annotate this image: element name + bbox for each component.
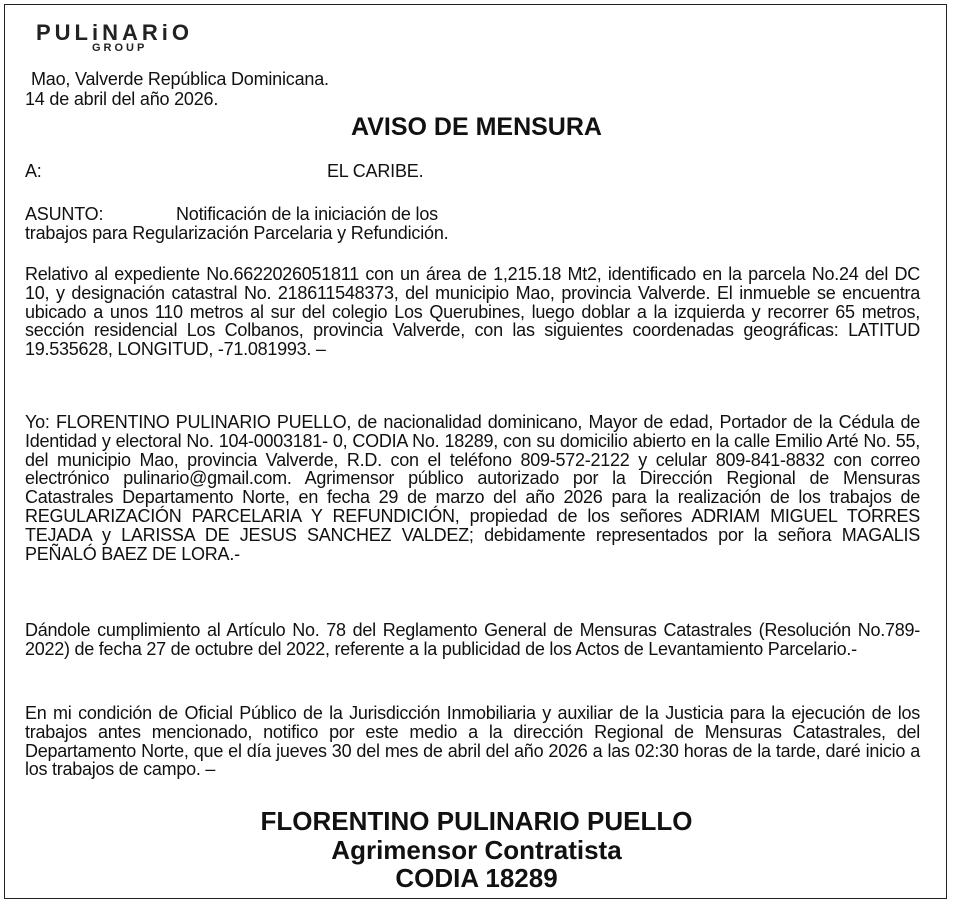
location-line: Mao, Valverde República Dominicana. [31,69,329,89]
company-logo [36,22,236,58]
subject-label: ASUNTO: [25,204,104,224]
subject-line-1: Notificación de la iniciación de los [176,204,438,224]
paragraph-property: Relativo al expediente No.6622026051811 con un área de 1,215.18 Mt2, identificado en la parcela No.24 del DC 10, y designación catastral No. 218611548373, del municipio Mao, provincia Valverde. El inmueble se encuentra ubicado a unos 110 metros al sur del colegio Los Querubines, luego doblar a la izquierda y recorrer 65 metros, sección residencial Los Colbanos, provincia Valverde, con las siguientes coordenadas geográficas: LATITUD 19.535628, LONGITUD, -71.081993. – [25,264,920,360]
signature-name: FLORENTINO PULINARIO PUELLO [260,806,693,836]
page-title: AVISO DE MENSURA [351,113,602,141]
signature-codia: CODIA 18289 [395,863,558,893]
to-value: EL CARIBE. [327,161,424,181]
subject-line-2: trabajos para Regularización Parcelaria y Refundición. [25,223,449,243]
date-line: 14 de abril del año 2026. [25,89,219,109]
paragraph-notification: En mi condición de Oficial Público de la Jurisdicción Inmobiliaria y auxiliar de la Justicia para la ejecución de los trabajos antes mencionado, notifico por este medio a la dirección Regional de Mensuras Catastrales, del Departamento Norte, que el día jueves 30 del mes de abril del año 2026 a las 02:30 horas de la tarde, daré inicio a los trabajos de campo. – [25,703,920,780]
paragraph-regulation: Dándole cumplimiento al Artículo No. 78 del Reglamento General de Mensuras Catastrales (Resolución No.789-2022) de fecha 27 de octubre del 2022, referente a la publicidad de los Actos de Levantamiento Parcelario.- [25,620,920,659]
logo-subtitle: GROUP [92,42,148,54]
signature-role: Agrimensor Contratista [331,835,622,865]
paragraph-surveyor: Yo: FLORENTINO PULINARIO PUELLO, de nacionalidad dominicano, Mayor de edad, Portador de la Cédula de Identidad y electoral No. 104-0003181- 0, CODIA No. 18289, con su domicilio abierto en la calle Emilio Arté No. 55, del municipio Mao, provincia Valverde, R.D. con el teléfono 809-572-2122 y celular 809-841-8832 con correo electrónico pulinario@gmail.com. Agrimensor público autorizado por la Dirección Regional de Mensuras Catastrales Departamento Norte, en fecha 29 de marzo del año 2026 para la realización de los trabajos de REGULARIZACIÓN PARCELARIA Y REFUNDICIÓN, propiedad de los señores ADRIAM MIGUEL TORRES TEJADA y LARISSA DE JESUS SANCHEZ VALDEZ; debidamente representados por la señora MAGALIS PEÑALÓ BAEZ DE LORA.- [25,412,920,564]
to-label: A: [25,161,42,181]
logo-wordmark: PULiNARiO [36,20,193,45]
